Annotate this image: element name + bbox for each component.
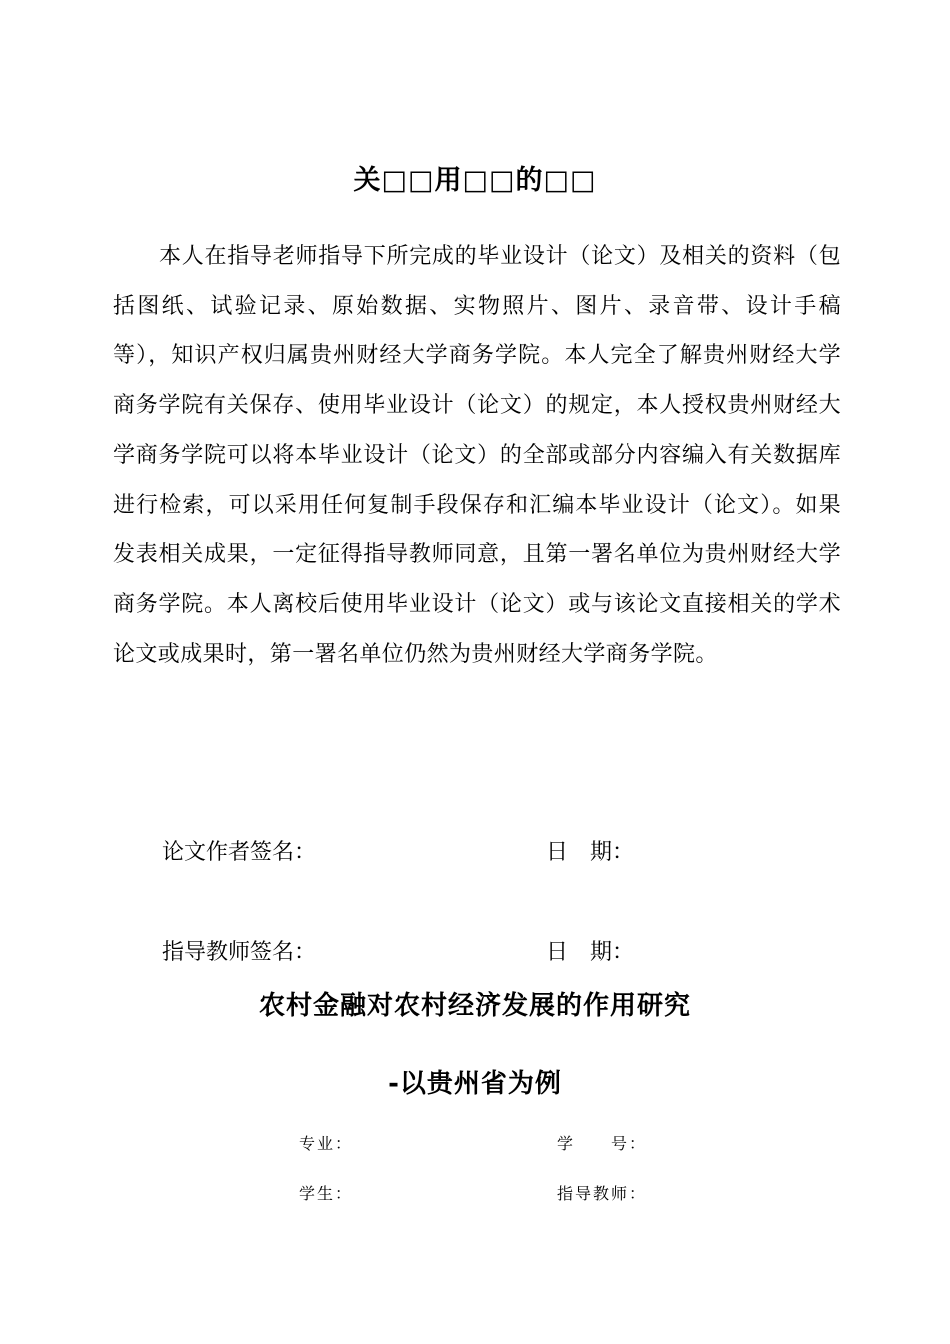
student-id-label: 学 号：: [557, 1134, 648, 1153]
advisor-date-label: 日 期：: [546, 940, 635, 965]
advisor-signature-label: 指导教师签名：: [162, 940, 317, 965]
advisor-label: 指导教师：: [557, 1184, 648, 1203]
thesis-title: 农村金融对农村经济发展的作用研究: [258, 991, 691, 1021]
author-signature-label: 论文作者签名：: [162, 840, 317, 865]
declaration-body: [113, 232, 841, 679]
thesis-subtitle: -以贵州省为例: [388, 1069, 562, 1099]
declaration-title: 关□□用□□的□□: [353, 165, 597, 196]
declaration-paragraph: 本人在指导老师指导下所完成的毕业设计（论文）及相关的资料（包括图纸、试验记录、原始数据、实物照片、图片、录音带、设计手稿等），知识产权归属贵州财经大学商务学院。本人完全了解贵州财经大学商务学院有关保存、使用毕业设计（论文）的规定，本人授权贵州财经大学商务学院可以将本毕业设计（论文）的全部或部分内容编入有关数据库进行检索，可以采用任何复制手段保存和汇编本毕业设计（论文）。如果发表相关成果，一定征得指导教师同意，且第一署名单位为贵州财经大学商务学院。本人离校后使用毕业设计（论文）或与该论文直接相关的学术论文或成果时，第一署名单位仍然为贵州财经大学商务学院。: [113, 244, 841, 667]
major-label: 专业：: [299, 1134, 354, 1153]
student-label: 学生：: [299, 1184, 354, 1203]
author-date-label: 日 期：: [546, 840, 635, 865]
